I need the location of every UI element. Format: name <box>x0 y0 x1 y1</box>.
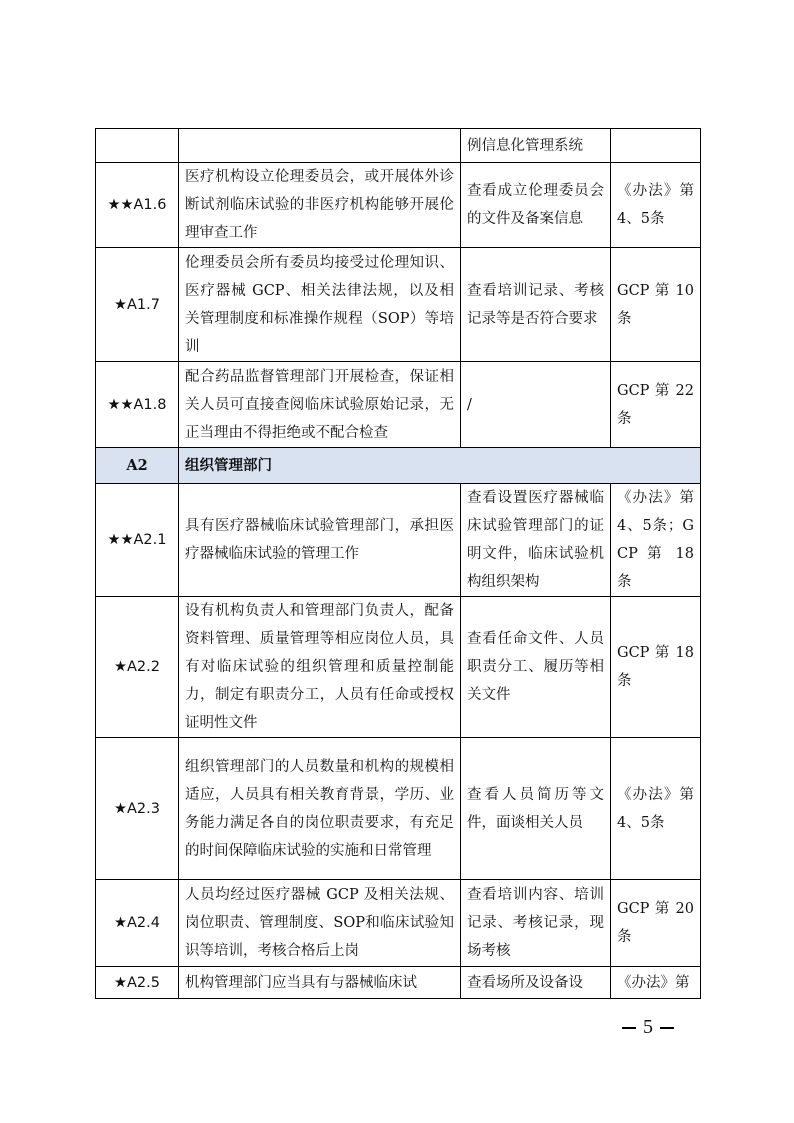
item-code: ★★A2.1 <box>96 484 179 597</box>
item-requirement: 设有机构负责人和管理部门负责人，配备资料管理、质量管理等相应岗位人员，具有对临床试验的组织管理和质量控制能力，制定有职责分工，人员有任命或授权证明性文件 <box>179 597 461 738</box>
item-check-method: 例信息化管理系统 <box>461 129 611 163</box>
item-check-method: 查看设置医疗器械临床试验管理部门的证明文件，临床试验机构组织架构 <box>461 484 611 597</box>
item-code: ★A2.2 <box>96 597 179 738</box>
criteria-table <box>95 128 701 999</box>
item-code: ★★A1.6 <box>96 163 179 248</box>
item-requirement <box>179 129 461 163</box>
table-row <box>96 362 701 448</box>
item-basis: GCP 第 10 条 <box>611 248 701 362</box>
item-check-method: 查看成立伦理委员会的文件及备案信息 <box>461 163 611 248</box>
footer-dash <box>622 1027 636 1029</box>
table-row <box>96 738 701 880</box>
item-requirement: 配合药品监督管理部门开展检查，保证相关人员可直接查阅临床试验原始记录，无正当理由不得拒绝或不配合检查 <box>179 362 461 448</box>
item-check-method: / <box>461 362 611 448</box>
item-requirement: 人员均经过医疗器械 GCP 及相关法规、岗位职责、管理制度、SOP和临床试验知识等培训，考核合格后上岗 <box>179 880 461 967</box>
item-basis: 《办法》第4、5条；GCP 第 18 条 <box>611 484 701 597</box>
table-row <box>96 880 701 967</box>
section-header-row <box>96 448 701 484</box>
section-code: A2 <box>96 448 179 484</box>
item-code: ★A2.3 <box>96 738 179 880</box>
table-row <box>96 248 701 362</box>
table-row <box>96 129 701 163</box>
item-check-method: 查看培训记录、考核记录等是否符合要求 <box>461 248 611 362</box>
item-code: ★A1.7 <box>96 248 179 362</box>
table-row <box>96 484 701 597</box>
item-basis: 《办法》第 <box>611 967 701 999</box>
item-code: ★★A1.8 <box>96 362 179 448</box>
item-basis: GCP 第 18 条 <box>611 597 701 738</box>
item-check-method: 查看任命文件、人员职责分工、履历等相关文件 <box>461 597 611 738</box>
page-number: 5 <box>643 1016 653 1038</box>
page-footer <box>622 1016 674 1039</box>
item-basis: 《办法》第4、5条 <box>611 738 701 880</box>
item-check-method: 查看培训内容、培训记录、考核记录，现场考核 <box>461 880 611 967</box>
item-check-method: 查看场所及设备设 <box>461 967 611 999</box>
item-requirement: 机构管理部门应当具有与器械临床试 <box>179 967 461 999</box>
item-code: ★A2.5 <box>96 967 179 999</box>
item-basis <box>611 129 701 163</box>
table-row <box>96 163 701 248</box>
item-requirement: 医疗机构设立伦理委员会，或开展体外诊断试剂临床试验的非医疗机构能够开展伦理审查工作 <box>179 163 461 248</box>
item-requirement: 伦理委员会所有委员均接受过伦理知识、医疗器械 GCP、相关法律法规，以及相关管理制度和标准操作规程（SOP）等培训 <box>179 248 461 362</box>
item-basis: 《办法》第4、5条 <box>611 163 701 248</box>
item-requirement: 组织管理部门的人员数量和机构的规模相适应，人员具有相关教育背景，学历、业务能力满足各自的岗位职责要求，有充足的时间保障临床试验的实施和日常管理 <box>179 738 461 880</box>
section-title: 组织管理部门 <box>179 448 701 484</box>
item-check-method: 查看人员简历等文件，面谈相关人员 <box>461 738 611 880</box>
table-row <box>96 597 701 738</box>
table-row <box>96 967 701 999</box>
item-basis: GCP 第 22 条 <box>611 362 701 448</box>
item-code <box>96 129 179 163</box>
item-code: ★A2.4 <box>96 880 179 967</box>
footer-dash <box>660 1027 674 1029</box>
item-requirement: 具有医疗器械临床试验管理部门，承担医疗器械临床试验的管理工作 <box>179 484 461 597</box>
item-basis: GCP 第 20 条 <box>611 880 701 967</box>
